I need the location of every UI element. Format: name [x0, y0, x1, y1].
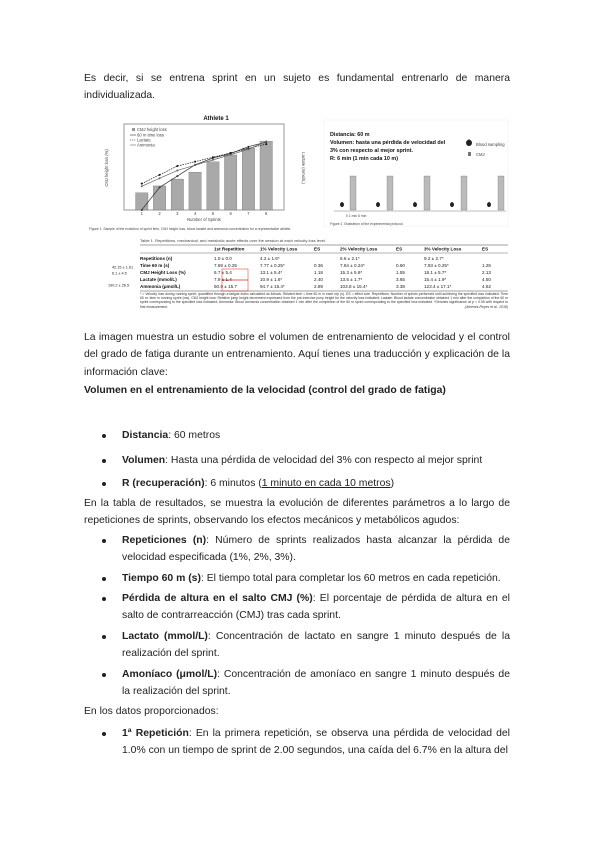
- list-item-text: : Concentración de amoníaco en sangre 1 minuto después de la realización del sprint.: [122, 669, 510, 698]
- protocol-line-2: Volumen: hasta una pérdida de velocidad del: [330, 140, 446, 146]
- protocol-bar: [387, 176, 393, 210]
- chart-bar: [224, 155, 236, 210]
- chart-bar: [207, 162, 219, 210]
- chart-caption: Figure 1. Sample of the evolution of sprint time, CMJ height loss, blood lactate and ammonia concentration for a representative athlete.: [89, 227, 292, 231]
- list-item-term: Amoníaco (μmol/L): [122, 669, 218, 680]
- list-item-text: : Hasta una pérdida de velocidad del 3% con respecto al mejor sprint: [165, 455, 483, 466]
- bullet-icon: [102, 459, 106, 463]
- chart-bar: [153, 186, 165, 210]
- chart-point: [141, 185, 143, 187]
- bullet-icon: [102, 539, 106, 543]
- table-cell: 0.60: [396, 263, 405, 268]
- table-cell: Time 60 m (s): [140, 263, 170, 268]
- legend-cmj: CMJ height loss: [137, 127, 167, 132]
- protocol-caption: Figure 2. Illustration of the experimental protocol.: [330, 222, 404, 226]
- chart-point: [159, 174, 161, 176]
- table-cell: 7.93 ± 0.25*: [424, 263, 449, 268]
- bullet-icon: [102, 673, 106, 677]
- table-header-cell: ES: [314, 246, 321, 252]
- bullet-icon: [102, 597, 106, 601]
- chart-bar: [136, 193, 148, 210]
- chart-point: [247, 146, 249, 148]
- chart-bars: [136, 141, 273, 210]
- chart-x-tick: 7: [247, 211, 250, 216]
- table-cell: 15.4 ± 1.9*: [424, 277, 447, 282]
- protocol-bar: [461, 176, 467, 210]
- protocol-line-4: R: 6 min (1 min cada 10 m): [330, 156, 399, 162]
- chart-x-tick: 4: [193, 211, 197, 216]
- table-cell: 15.3 ± 5.6*: [340, 270, 363, 275]
- legend-ammonia: Ammonia: [137, 142, 155, 148]
- list-item-text: : El tiempo total para completar los 60 metros en cada repetición.: [200, 573, 501, 584]
- study-figure-svg: [84, 108, 510, 316]
- table-cell: Lactate (mmol/L): [140, 277, 177, 282]
- protocol-line-3: 3% con respecto al mejor sprint.: [330, 148, 413, 154]
- table-header-cell: 1st Repetition: [214, 246, 245, 252]
- chart-point: [212, 156, 214, 158]
- table-header-cell: 3% Velocity Loss: [424, 246, 462, 252]
- list-item-text-after: ): [390, 478, 395, 489]
- chart-bar: [260, 141, 272, 210]
- paragraph-3: En los datos proporcionados:: [84, 706, 219, 717]
- chart-point: [230, 152, 232, 154]
- protocol-axis-label: 0 1 min 6 min: [346, 214, 367, 218]
- cmj-marker-icon: [468, 152, 471, 156]
- chart-legend: [130, 127, 167, 148]
- list-item-text: : Concentración de lactato en sangre 1 minuto después de la realización del sprint.: [122, 631, 510, 660]
- table-cell: CMJ Height Loss (%): [140, 270, 186, 275]
- table-cell: 9.2 ± 2.7*: [424, 256, 444, 261]
- chart-x-tick: 6: [229, 211, 232, 216]
- table-cell: 6.7 ± 5.4: [214, 270, 232, 275]
- bullet-icon: [102, 434, 106, 438]
- protocol-bar: [424, 176, 430, 210]
- table-cell: 103.8 ± 15.4*: [340, 284, 368, 289]
- list-item-term: Tiempo 60 m (s): [122, 573, 201, 584]
- list-item-term: R (recuperación): [122, 478, 205, 489]
- table-cell: 7.84 ± 0.24*: [340, 263, 365, 268]
- protocol-line-1: Distancia: 60 m: [330, 132, 370, 138]
- table-cell: 3.65: [396, 277, 405, 282]
- table-cell: 1.55: [396, 270, 405, 275]
- bullet-icon: [102, 732, 106, 736]
- section-title: Volumen en el entrenamiento de la velocidad (control del grado de fatiga): [84, 385, 446, 396]
- chart-x-tick: 2: [158, 211, 161, 216]
- list-item-underlined: 1 minuto en cada 10 metros: [261, 478, 391, 489]
- chart-point: [159, 186, 161, 188]
- table-cell: 13.1 ± 5.4*: [260, 270, 283, 275]
- bullet-icon: [102, 577, 106, 581]
- chart-title: Athlete 1: [203, 116, 229, 122]
- table-body: [140, 256, 491, 289]
- table-cell: 4.50: [482, 277, 491, 282]
- list-item-term: Repeticiones (n): [122, 535, 207, 546]
- chart-point: [194, 164, 196, 166]
- chart-x-tick: 5: [211, 211, 215, 216]
- chart-x-label: Number of Sprints: [187, 217, 221, 222]
- legend-time: 60 m time loss: [137, 132, 164, 138]
- table-cell: 7.9 ± 1.4: [214, 277, 232, 282]
- chart-x-tick: 3: [176, 211, 179, 216]
- list-item-term: Pérdida de altura en el salto CMJ (%): [122, 593, 313, 604]
- list-item-text: : En la primera repetición, se observa una pérdida de velocidad del 1.0% con un tiempo de sprint de 2.00 segundos, una caída del 6.7% en la altura del: [122, 728, 510, 757]
- chart-bar: [189, 172, 201, 210]
- table-cell: 1.18: [314, 270, 323, 275]
- table-header: [214, 247, 488, 252]
- table-cell: 1.0 ± 0.0: [214, 256, 232, 261]
- bullet-icon: [102, 635, 106, 639]
- list-item-text: : 6 minutos (: [204, 478, 262, 489]
- list-item-term: Distancia: [122, 430, 169, 441]
- chart-bar: [242, 148, 254, 210]
- table-footnote: * = Velocity loss during running sprint, quantified through a fatigue index calculated as follows. Related time = time 60 m in each rep (s). ES = effect size. Repetitions: Number of sprints performed until achieving the specified loss indicated. Time 60 m: time in running sprint (ms). CMJ height loss: Relative jump height decrement expressed from the pre-exercise jump height for the velocity loss indicated; Lactate: Blood lactate concentration obtained 1 min after the completion of the 60 m sprint corresponding to the specified loss indicated; Ammonia: Blood ammonia concentration obtained 1 min after the completion of the 60 m sprint corresponding to the specified loss indicated. *Denotes significance at p < 0.05 with respect to first measurement.: [140, 292, 508, 309]
- table-header-cell: ES: [482, 246, 489, 252]
- protocol-bar: [350, 176, 356, 210]
- chart-point: [265, 143, 267, 145]
- table-side-label: 6.1 ± 4.5: [112, 271, 127, 276]
- legend-swatch-cmj: [132, 128, 135, 131]
- paragraph-1: La imagen muestra un estudio sobre el volumen de entrenamiento de velocidad y el control del grado de fatiga durante un entrenamiento. Aquí tienes una traducción y explicación de la información clave:: [84, 332, 510, 378]
- table-header-cell: 2% Velocity Loss: [340, 246, 378, 252]
- athlete-chart: [89, 116, 306, 231]
- cmj-label: CMJ: [476, 152, 485, 157]
- chart-point: [212, 159, 214, 161]
- list-item-text: : 60 metros: [168, 430, 221, 441]
- table-citation: (Jiménez-Reyes et al., 2018): [464, 304, 508, 309]
- table-cell: 7.77 ± 0.25*: [260, 263, 285, 268]
- table-cell: 0.36: [314, 263, 323, 268]
- chart-y-label-right: Lactate (mmol/L): [301, 152, 306, 184]
- table-cell: 3.38: [396, 284, 405, 289]
- table-cell: 13.5 ± 1.7*: [340, 277, 363, 282]
- study-figure: [84, 108, 510, 316]
- results-table: [108, 238, 508, 314]
- chart-x-tick: 8: [265, 211, 268, 216]
- protocol-bar: [498, 176, 504, 210]
- table-header-cell: ES: [396, 246, 403, 252]
- blood-sampling-label: Blood sampling: [476, 142, 505, 147]
- chart-point: [265, 140, 267, 142]
- bullet-icon: [102, 482, 106, 486]
- chart-point: [176, 165, 178, 167]
- table-cell: 50.9 ± 15.7: [214, 284, 237, 289]
- chart-point: [194, 161, 196, 163]
- chart-point: [176, 169, 178, 171]
- table-cell: 94.7 ± 15.4*: [260, 284, 285, 289]
- table-cell: 18.1 ± 5.7*: [424, 270, 447, 275]
- table-cell: Ammonia (μmol/L): [140, 284, 181, 289]
- list-item-term: Lactato (mmol/L): [122, 631, 208, 642]
- chart-y-label-left: CMJ height loss (%): [104, 149, 109, 187]
- paragraph-2: En la tabla de resultados, se muestra la evolución de diferentes parámetros a lo largo de repeticiones de sprints, observando los efectos mecánicos y metabólicos agudos:: [84, 498, 510, 527]
- table-cell: 4.2 ± 1.6*: [260, 256, 280, 261]
- list-item-term: 1ª Repetición: [122, 728, 189, 739]
- table-cell: 123.4 ± 17.1*: [424, 284, 452, 289]
- table-cell: 1.25: [482, 263, 491, 268]
- table-cell: Repetitions (n): [140, 256, 173, 261]
- table-footnote-box: [140, 292, 508, 314]
- chart-point: [159, 177, 161, 179]
- protocol-diagram: [324, 120, 508, 226]
- chart-x-ticks: [141, 211, 268, 216]
- legend-lactate: Lactate: [137, 137, 151, 143]
- table-header-cell: 1% Velocity Loss: [260, 246, 298, 252]
- list-item-text: : Número de sprints realizados hasta alcanzar la pérdida de velocidad especificada (1%, 2%, 3%).: [122, 535, 510, 564]
- table-cell: 2.89: [314, 284, 323, 289]
- table-cell: 10.9 ± 1.6*: [260, 277, 283, 282]
- table-cell: 4.62: [482, 284, 491, 289]
- chart-point: [230, 154, 232, 156]
- intro-paragraph: Es decir, si se entrena sprint en un sujeto es fundamental entrenarlo de manera individualizada.: [84, 73, 510, 102]
- chart-point: [247, 148, 249, 150]
- table-cell: 5.6 ± 2.1*: [340, 256, 360, 261]
- table-side-label: 190.2 ± 26.5: [108, 283, 130, 288]
- chart-x-tick: 1: [140, 211, 143, 216]
- table-caption: Table 1. Repetitions, mechanical, and metabolic acute effects over the session at each velocity loss level.: [140, 238, 327, 243]
- table-cell: 2.40: [314, 277, 323, 282]
- table-cell: 2.13: [482, 270, 491, 275]
- chart-point: [176, 175, 178, 177]
- table-cell: 7.69 ± 0.25: [214, 263, 237, 268]
- table-side-label: 42.15 ± 1.61: [112, 265, 134, 270]
- chart-point: [141, 183, 143, 185]
- chart-bar: [171, 179, 183, 210]
- list-item-text: : El porcentaje de pérdida de altura en el salto de contrarreacción (CMJ) tras cada sprint.: [122, 593, 510, 622]
- list-item-term: Volumen: [122, 455, 166, 466]
